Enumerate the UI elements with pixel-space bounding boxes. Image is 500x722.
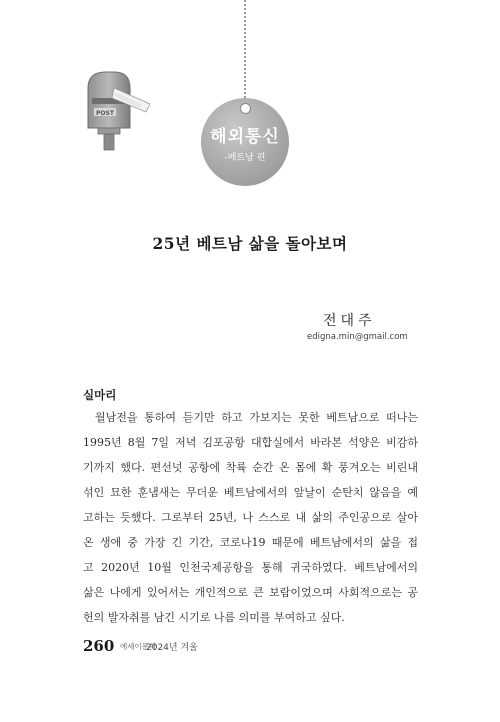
paragraph-line: 온 생애 중 가장 긴 기간, 코로나19 때문에 베트남에서의 삶을 접 — [83, 536, 418, 549]
author-email: edigna.min@gmail.com — [307, 332, 408, 342]
paragraph-line: 섞인 묘한 훈냄새는 무더운 베트남에서의 앞날이 순탄치 않음을 예 — [83, 486, 418, 499]
badge-hole — [240, 103, 251, 114]
paragraph-line: 월남전을 통하여 듣기만 하고 가보지는 못한 베트남으로 떠나는 — [95, 411, 418, 424]
mailbox-label: POST — [96, 110, 114, 117]
paragraph-line: 1995년 8월 7일 저녁 김포공항 대합실에서 바라본 석양은 비감하 — [83, 436, 418, 449]
issue-label: 2024년 겨울 — [146, 643, 198, 653]
paragraph-line: 기까지 했다. 편선넛 공항에 착륙 순간 온 몸에 확 풍겨오는 비린내 — [83, 461, 418, 474]
mailbox-illustration — [84, 68, 156, 154]
paragraph-line: 헌의 발자취를 남긴 시기로 나름 의미를 부여하고 싶다. — [83, 611, 345, 624]
author-name: 전대주 — [323, 313, 376, 329]
page-number: 260 — [83, 637, 115, 655]
section-badge — [201, 98, 289, 186]
article-title: 25년 베트남 삶을 돌아보며 — [152, 234, 348, 253]
badge-subtitle: -베트남 편 — [224, 153, 266, 163]
hanging-string — [244, 0, 246, 98]
paragraph-line: 고 2020년 10월 인천국제공항을 통해 귀국하였다. 베트남에서의 — [83, 561, 418, 574]
paragraph-line: 고하는 듯했다. 그로부터 25년, 나 스스로 내 삶의 주인공으로 살아 — [83, 511, 418, 524]
section-heading: 실마리 — [83, 388, 117, 402]
paragraph-line: 삶은 나에게 있어서는 개인적으로 큰 보람이었으며 사회적으로는 공 — [83, 586, 418, 599]
magazine-name: 에세이문학 — [120, 642, 157, 651]
badge-title: 해외통신 — [210, 127, 280, 147]
